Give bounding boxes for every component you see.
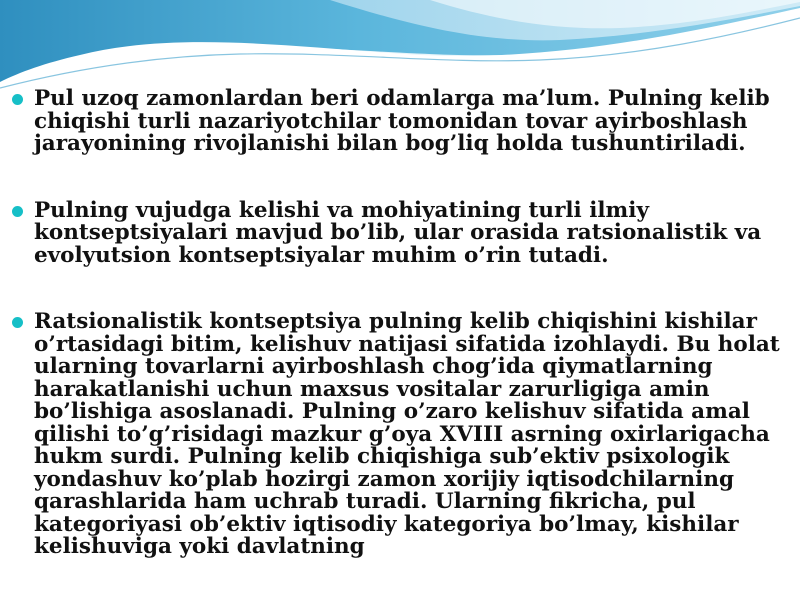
bullet-text: Ratsionalistik kontseptsiya pulning kelib chiqishini kishilar o’rtasidagi bitim, kelishuv natijasi sifatida izohlaydi. Bu holat ularning tovarlarni ayirboshlash chog’ida qiymatlarning harakatlanishi uchun maxsus vositalar zarurligiga amin bo’lishiga asoslanadi. Pulning o’zaro kelishuv sifatida amal qilishi to’g’risidagi mazkur g’oya XVIII asrning oxirlarigacha hukm surdi. Pulning kelib chiqishiga sub’ektiv psixologik yondashuv ko’plab hozirgi zamon xorijiy iqtisodchilarning qarashlarida ham uchrab turadi. Ularning fikricha, pul kategoriyasi ob’ektiv iqtisodiy kategoriya bo’lmay, kishilar kelishuviga yoki davlatning: [34, 309, 780, 559]
bullet-text: Pul uzoq zamonlardan beri odamlarga ma’lum. Pulning kelib chiqishi turli nazariyotchilar tomonidan tovar ayirboshlash jarayonining rivojlanishi bilan bog’liq holda tushuntiriladi.: [34, 86, 770, 156]
bullet-list: [10, 88, 790, 559]
bullet-item: [10, 88, 790, 156]
bullet-item: [10, 197, 790, 268]
bullet-dot-icon: [12, 317, 23, 328]
header-wave-decoration: [0, 0, 800, 95]
bullet-dot-icon: [12, 94, 23, 105]
bullet-item: [10, 311, 790, 559]
bullet-dot-icon: [12, 206, 23, 217]
bullet-text: Pulning vujudga kelishi va mohiyatining turli ilmiy kontseptsiyalari mavjud bo’lib, ular orasida ratsionalistik va evolyutsion kontseptsiyalar muhim o’rin tutadi.: [34, 197, 762, 268]
